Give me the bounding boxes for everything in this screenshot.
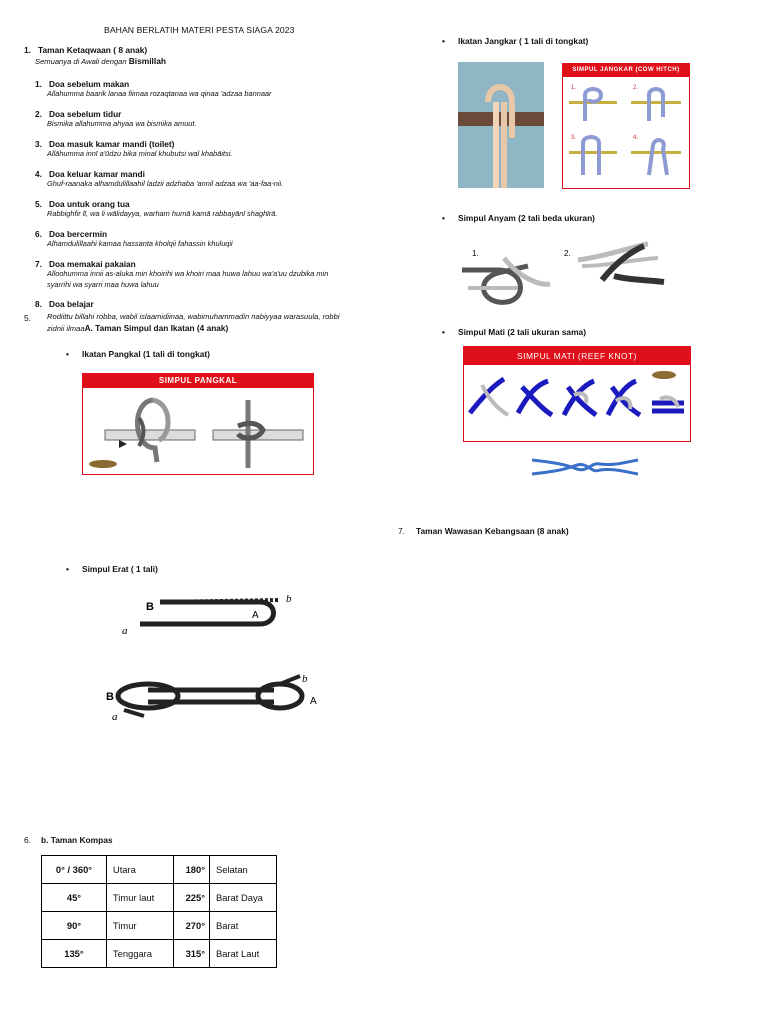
doa-text: Allahumma baarik lanaa fiimaa rozaqtanaa wa qinaa 'adzaa bannaar — [47, 89, 272, 98]
doa-number: 7. — [35, 259, 42, 269]
doa-number: 2. — [35, 109, 42, 119]
degree-cell: 225° — [173, 884, 209, 912]
knot-pangkal-figure — [82, 373, 314, 475]
section-a-heading: A. Taman Simpul dan Ikatan (4 anak) — [84, 322, 229, 333]
knot-mati-label: Simpul Mati (2 tali ukuran sama) — [458, 327, 586, 337]
doa-item — [35, 139, 380, 169]
logo-badge — [652, 371, 676, 379]
doa-text: Alloohumma innii as-aluka min khoirihi wa khoiri maa huwa lahuu wa'a'uu dzubika min — [47, 269, 329, 278]
doa-number: 8. — [35, 299, 42, 309]
degree-cell: 180° — [173, 856, 209, 884]
doa-title: Doa bercermin — [49, 229, 108, 239]
reef-knot-steps — [464, 365, 690, 441]
intro-prefix: Semuanya di Awali dengan — [35, 57, 129, 66]
knot-jangkar-heading: • Ikatan Jangkar ( 1 tali di tongkat) — [442, 36, 589, 46]
section-6-title: b. Taman Kompas — [41, 835, 113, 845]
table-row — [42, 912, 277, 940]
table-row — [42, 856, 277, 884]
degree-cell: 90° — [42, 912, 107, 940]
doa-belajar-line2: zidnii ilmaa — [47, 323, 85, 333]
knot-anyam-label: Simpul Anyam (2 tali beda ukuran) — [458, 213, 595, 223]
section-6-number: 6. — [24, 835, 31, 845]
doa-title: Doa sebelum tidur — [49, 109, 122, 119]
doa-number: 6. — [35, 229, 42, 239]
section-7-title: Taman Wawasan Kebangsaan (8 anak) — [416, 526, 569, 536]
doa-text: Alhamdulillaahi kamaa hassanta kholqii fahassin khuluqii — [47, 239, 233, 248]
doa-text: Rabbighfir lī, wa li wālidayya, warham humā kamā rabbayānī shaghīrā. — [47, 209, 278, 218]
table-row — [42, 884, 277, 912]
sheet-bend-anyam-diagram — [458, 236, 668, 308]
doa-title: Doa keluar kamar mandi — [49, 169, 145, 179]
section-1-intro — [35, 56, 166, 68]
rope-end-a: a — [112, 711, 118, 723]
knot-mati-heading: • Simpul Mati (2 tali ukuran sama) — [442, 327, 586, 337]
degree-cell: 315° — [173, 940, 209, 968]
table-row — [42, 940, 277, 968]
cow-hitch-steps — [563, 77, 689, 188]
intro-bismillah: Bismillah — [128, 56, 166, 66]
compass-table — [41, 855, 277, 968]
cow-hitch-diagram — [562, 63, 690, 189]
rope-end-A: A — [310, 696, 317, 707]
doa-item — [35, 169, 380, 199]
degree-cell: 0° / 360° — [42, 856, 107, 884]
degree-cell: 45° — [42, 884, 107, 912]
direction-cell: Timur — [106, 912, 173, 940]
reef-knot-finished — [530, 454, 640, 480]
doa-list — [35, 79, 380, 309]
knot-pangkal-banner: SIMPUL PANGKAL — [83, 374, 313, 388]
step-number: 2. — [633, 85, 639, 91]
sheet-bend-step1 — [110, 588, 320, 640]
rope-end-b: b — [302, 673, 308, 685]
doa-item — [35, 259, 380, 299]
doa-text: Ghuf-raanaka alhamdulillaahil ladzii adzhaba 'annil adzaa wa 'aa-faa-nii. — [47, 179, 284, 188]
knot-pangkal-label: Ikatan Pangkal (1 tali di tongkat) — [82, 349, 210, 359]
doa-title: Doa memakai pakaian — [49, 259, 136, 269]
direction-cell: Timur laut — [106, 884, 173, 912]
doa-number: 4. — [35, 169, 42, 179]
knot-erat-label: Simpul Erat ( 1 tali) — [82, 564, 158, 574]
section-1-heading — [24, 45, 147, 55]
doa-text: Allāhumma innī a'ūdzu bika minal khubutsi wal khabāitsi. — [47, 149, 233, 158]
direction-cell: Barat — [209, 912, 276, 940]
step-number: 1. — [571, 85, 577, 91]
section-5-number: 5. — [24, 313, 31, 323]
direction-cell: Tenggara — [106, 940, 173, 968]
knot-anyam-heading: • Simpul Anyam (2 tali beda ukuran) — [442, 213, 595, 223]
section-7-heading — [398, 526, 569, 536]
doa-item — [35, 299, 380, 309]
doa-text-cont: syarrihi wa syarri maa huwa lahuu — [47, 279, 159, 289]
doa-title: Doa sebelum makan — [49, 79, 130, 89]
section-1-number: 1. — [24, 45, 31, 55]
clove-hitch-illustration — [83, 388, 313, 474]
reef-knot-banner: SIMPUL MATI (REEF KNOT) — [464, 347, 690, 365]
cow-hitch-photo-drawing — [458, 62, 544, 188]
doa-text: Bismika allahumma ahyaa wa bismika amuut. — [47, 119, 197, 128]
doa-item — [35, 229, 380, 259]
degree-cell: 135° — [42, 940, 107, 968]
page-title: BAHAN BERLATIH MATERI PESTA SIAGA 2023 — [104, 25, 295, 35]
step-number: 2. — [564, 249, 571, 258]
knot-erat-heading: • Simpul Erat ( 1 tali) — [66, 564, 158, 574]
direction-cell: Selatan — [209, 856, 276, 884]
section-5-text — [47, 312, 377, 334]
rope-end-A: A — [252, 610, 259, 621]
step-number: 1. — [472, 249, 479, 258]
cow-hitch-banner: SIMPUL JANGKAR (COW HITCH) — [563, 64, 689, 77]
direction-cell: Barat Laut — [209, 940, 276, 968]
rope-end-b: b — [286, 593, 292, 605]
doa-number: 1. — [35, 79, 42, 89]
doa-item — [35, 109, 380, 139]
doa-title: Doa masuk kamar mandi (toilet) — [49, 139, 175, 149]
doa-number: 5. — [35, 199, 42, 209]
knot-pangkal-heading: • Ikatan Pangkal (1 tali di tongkat) — [66, 349, 210, 359]
cow-hitch-photo — [458, 62, 544, 188]
knot-jangkar-label: Ikatan Jangkar ( 1 tali di tongkat) — [458, 36, 589, 46]
section-7-number: 7. — [398, 526, 405, 536]
rope-end-B: B — [146, 601, 154, 613]
doa-belajar-line1: Rodiittu billahi robba, wabil islaamidiinaa, wabimuhammadin nabiyyaa warasuula, robbi — [47, 312, 340, 321]
section-6-heading — [24, 835, 113, 845]
rope-end-B: B — [106, 691, 114, 703]
doa-item — [35, 79, 380, 109]
sheet-bend-step2 — [104, 672, 324, 726]
direction-cell: Utara — [106, 856, 173, 884]
doa-item — [35, 199, 380, 229]
section-1-title: Taman Ketaqwaan ( 8 anak) — [38, 45, 148, 55]
doa-title: Doa belajar — [49, 299, 94, 309]
degree-cell: 270° — [173, 912, 209, 940]
doa-number: 3. — [35, 139, 42, 149]
reef-knot-figure — [463, 346, 691, 442]
direction-cell: Barat Daya — [209, 884, 276, 912]
rope-end-a: a — [122, 625, 128, 637]
step-number: 3. — [571, 135, 577, 141]
doa-title: Doa untuk orang tua — [49, 199, 130, 209]
logo-badge — [89, 460, 117, 468]
step-number: 4. — [633, 135, 639, 141]
